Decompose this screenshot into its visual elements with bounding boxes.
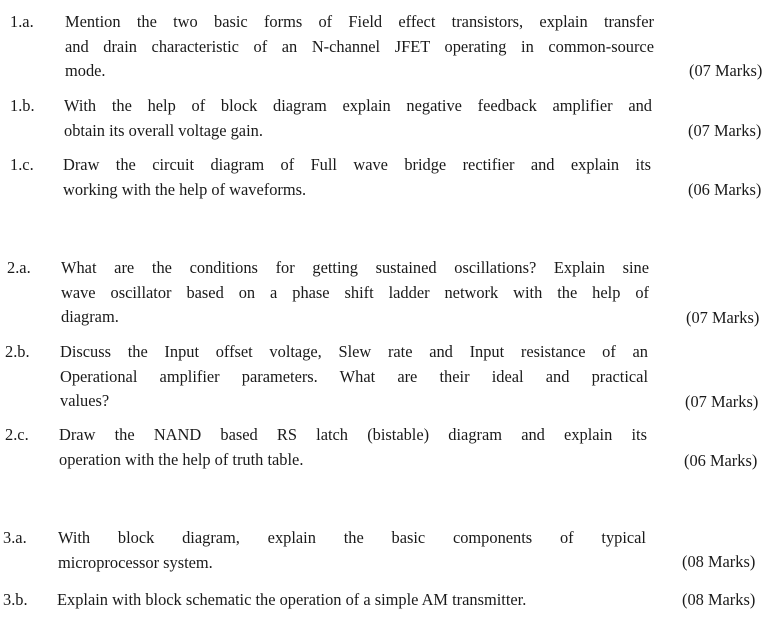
question-line: With block diagram, explain the basic components of typical xyxy=(58,528,646,547)
marks-label: (07 Marks) xyxy=(686,308,760,327)
question-line: mode. xyxy=(65,61,106,80)
question-2c xyxy=(0,423,780,503)
question-2a xyxy=(0,256,780,336)
question-text xyxy=(58,526,646,575)
question-1c xyxy=(0,153,780,233)
question-line: values? xyxy=(60,391,110,410)
question-line: Discuss the Input offset voltage, Slew rate and Input resistance of an xyxy=(60,342,648,361)
question-line: Operational amplifier parameters. What are their ideal and practical xyxy=(60,366,648,386)
question-number: 2.b. xyxy=(5,342,30,361)
question-1a xyxy=(0,10,780,90)
question-2b xyxy=(0,340,780,420)
marks-label: (06 Marks) xyxy=(688,180,762,199)
question-line: Draw the circuit diagram of Full wave bridge rectifier and explain its xyxy=(63,155,651,174)
question-line: Draw the NAND based RS latch (bistable) diagram and explain its xyxy=(59,425,647,444)
question-line: What are the conditions for getting sustained oscillations? Explain sine xyxy=(61,258,649,277)
question-line: Mention the two basic forms of Field effect transistors, explain transfer xyxy=(65,12,654,31)
question-number: 1.c. xyxy=(10,155,34,174)
marks-label: (07 Marks) xyxy=(685,392,759,411)
marks-label: (08 Marks) xyxy=(682,552,756,571)
question-text xyxy=(60,340,648,414)
question-line: Explain with block schematic the operation of a simple AM transmitter. xyxy=(57,590,527,609)
question-number: 3.a. xyxy=(3,528,27,547)
question-line: working with the help of waveforms. xyxy=(63,179,307,199)
question-text xyxy=(65,10,654,84)
question-line: operation with the help of truth table. xyxy=(59,449,304,469)
question-number: 2.a. xyxy=(7,258,31,277)
question-line: With the help of block diagram explain negative feedback amplifier and xyxy=(64,96,652,115)
marks-label: (08 Marks) xyxy=(682,590,756,609)
question-number: 3.b. xyxy=(3,590,28,609)
question-number: 1.b. xyxy=(10,96,35,115)
question-text xyxy=(63,153,651,202)
question-line: diagram. xyxy=(61,307,119,326)
question-line: and drain characteristic of an N-channel JFET operating in common-source xyxy=(65,36,654,56)
question-text xyxy=(59,423,647,472)
question-number: 1.a. xyxy=(10,12,34,31)
marks-label: (07 Marks) xyxy=(689,61,763,80)
question-text xyxy=(61,256,649,330)
question-line: microprocessor system. xyxy=(58,552,213,572)
marks-label: (07 Marks) xyxy=(688,121,762,140)
marks-label: (06 Marks) xyxy=(684,451,758,470)
question-3b xyxy=(0,588,780,618)
question-line: wave oscillator based on a phase shift ladder network with the help of xyxy=(61,282,649,302)
question-line: obtain its overall voltage gain. xyxy=(64,120,263,140)
question-text xyxy=(57,588,657,613)
question-text xyxy=(64,94,652,143)
question-number: 2.c. xyxy=(5,425,29,444)
